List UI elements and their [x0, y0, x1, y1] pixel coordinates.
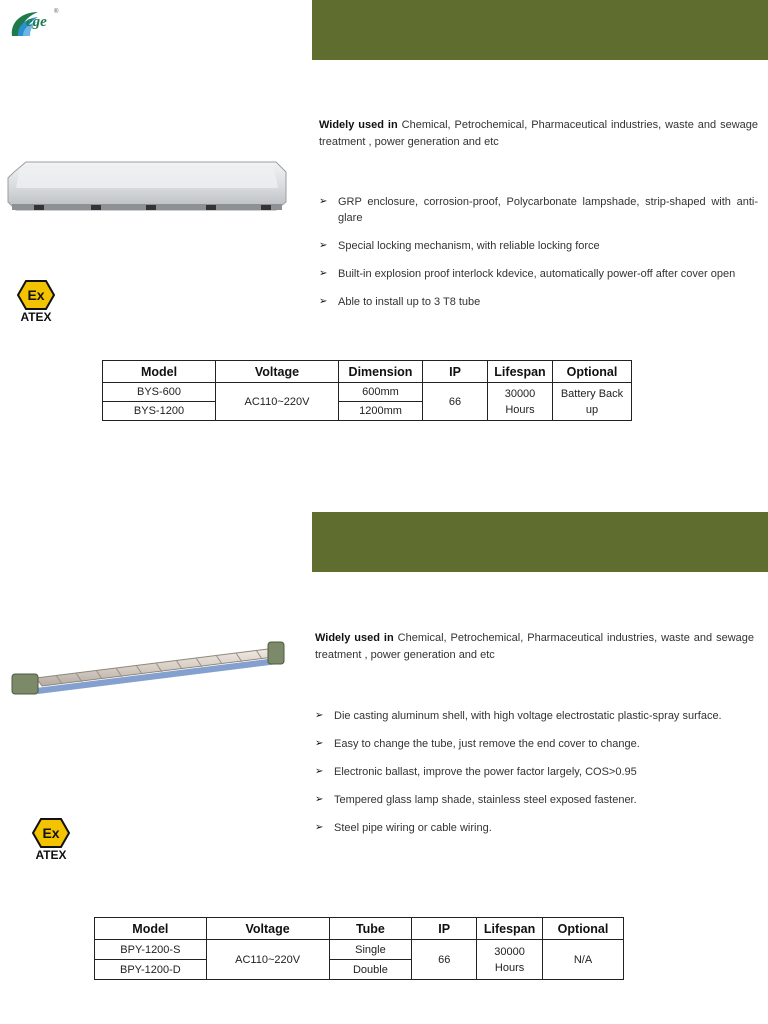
registered-mark: ® — [54, 9, 59, 15]
cell-voltage: AC110~220V — [206, 940, 329, 980]
cell-dimension: 1200mm — [339, 402, 423, 421]
header-optional: Optional — [543, 918, 624, 940]
product-2-description — [315, 630, 754, 664]
product-image-grp-light — [6, 158, 288, 223]
header-dimension: Dimension — [339, 361, 423, 383]
cell-tube: Double — [329, 960, 412, 980]
header-model: Model — [103, 361, 216, 383]
header-ip: IP — [412, 918, 477, 940]
header-ip: IP — [423, 361, 488, 383]
product-1-spec-table — [102, 360, 632, 421]
product-1-features — [319, 194, 758, 310]
header-lifespan: Lifespan — [477, 918, 543, 940]
svg-text:Ex: Ex — [42, 825, 60, 841]
arrow-bullet-icon: ➢ — [315, 710, 324, 721]
header-model: Model — [95, 918, 207, 940]
product-image-tube-light — [6, 638, 288, 707]
cell-model: BYS-1200 — [103, 402, 216, 421]
feature-item: ➢ Special locking mechanism, with reliable locking force — [319, 240, 600, 252]
product-2-spec-table — [94, 917, 624, 980]
cell-tube: Single — [329, 940, 412, 960]
section-banner-2 — [312, 512, 768, 572]
arrow-bullet-icon: ➢ — [315, 766, 324, 777]
header-tube: Tube — [329, 918, 412, 940]
cell-voltage: AC110~220V — [216, 383, 339, 421]
cell-model: BYS-600 — [103, 383, 216, 402]
product-1-description — [319, 117, 758, 151]
arrow-bullet-icon: ➢ — [315, 738, 324, 749]
arrow-bullet-icon: ➢ — [319, 240, 328, 251]
feature-item: ➢ Steel pipe wiring or cable wiring. — [315, 822, 492, 834]
cell-lifespan: 30000 Hours — [488, 383, 553, 421]
feature-item: ➢ Die casting aluminum shell, with high voltage electrostatic plastic-spray surface. — [315, 710, 722, 722]
feature-item: ➢ Easy to change the tube, just remove the end cover to change. — [315, 738, 640, 750]
logo-text: ege — [26, 14, 47, 30]
cell-model: BPY-1200-S — [95, 940, 207, 960]
ex-hexagon-icon — [31, 817, 71, 849]
feature-item: ➢ Tempered glass lamp shade, stainless steel exposed fastener. — [315, 794, 637, 806]
arrow-bullet-icon: ➢ — [315, 822, 324, 833]
cell-optional: N/A — [543, 940, 624, 980]
cell-dimension: 600mm — [339, 383, 423, 402]
header-voltage: Voltage — [206, 918, 329, 940]
description-lead: Widely used in — [315, 632, 394, 644]
cell-ip: 66 — [423, 383, 488, 421]
ex-hexagon-icon — [16, 279, 56, 311]
atex-badge-1 — [16, 279, 66, 329]
cell-optional: Battery Back up — [553, 383, 632, 421]
cell-model: BPY-1200-D — [95, 960, 207, 980]
arrow-bullet-icon: ➢ — [319, 196, 328, 207]
feature-item: ➢ GRP enclosure, corrosion-proof, Polycarbonate lampshade, strip-shaped with anti-glare — [319, 196, 758, 224]
arrow-bullet-icon: ➢ — [315, 794, 324, 805]
description-text: Chemical, Petrochemical, Pharmaceutical industries, waste and sewage treatment , power generation and etc — [315, 632, 754, 661]
svg-text:Ex: Ex — [27, 287, 45, 303]
atex-label: ATEX — [35, 848, 67, 862]
product-2-features — [315, 708, 754, 836]
description-lead: Widely used in — [319, 119, 398, 131]
atex-badge-2 — [31, 817, 81, 867]
header-lifespan: Lifespan — [488, 361, 553, 383]
header-voltage: Voltage — [216, 361, 339, 383]
feature-item: ➢ Able to install up to 3 T8 tube — [319, 296, 481, 308]
arrow-bullet-icon: ➢ — [319, 268, 328, 279]
header-optional: Optional — [553, 361, 632, 383]
cell-lifespan: 30000 Hours — [477, 940, 543, 980]
description-text: Chemical, Petrochemical, Pharmaceutical industries, waste and sewage treatment , power generation and etc — [319, 119, 758, 148]
arrow-bullet-icon: ➢ — [319, 296, 328, 307]
feature-item: ➢ Electronic ballast, improve the power factor largely, COS>0.95 — [315, 766, 637, 778]
section-banner-1 — [312, 0, 768, 60]
atex-label: ATEX — [20, 310, 52, 324]
feature-item: ➢ Built-in explosion proof interlock kdevice, automatically power-off after cover open — [319, 268, 736, 280]
cell-ip: 66 — [412, 940, 477, 980]
